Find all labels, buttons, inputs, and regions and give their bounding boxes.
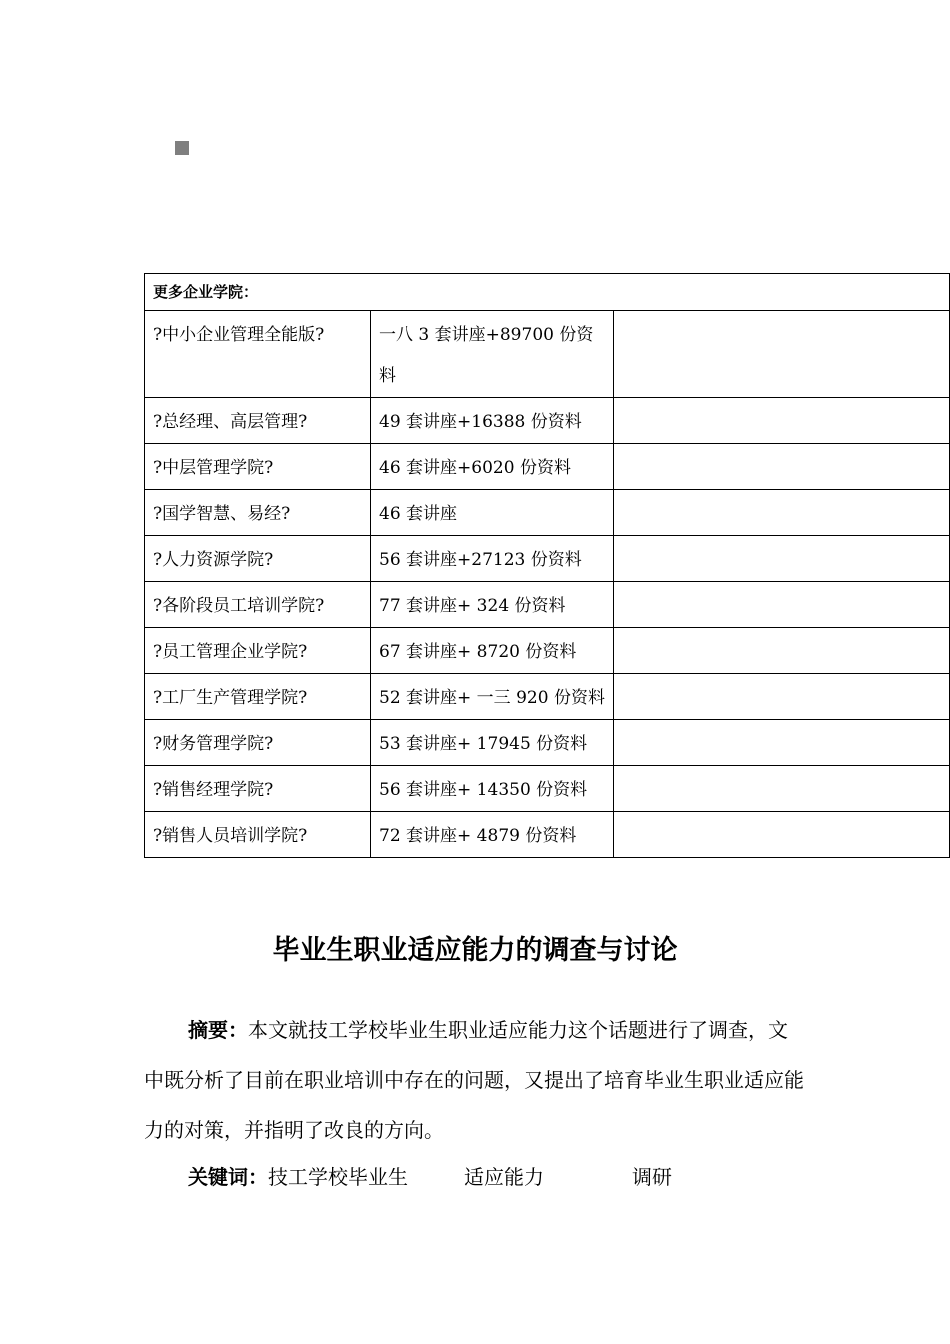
table-row	[145, 766, 950, 812]
academy-content-cell: 56 套讲座+27123 份资料	[371, 536, 614, 582]
academy-content-cell: 52 套讲座+ 一三 920 份资料	[371, 674, 614, 720]
academy-name-cell: ?员工管理企业学院?	[145, 628, 371, 674]
table-row	[145, 628, 950, 674]
keyword-item: 技工学校毕业生	[268, 1165, 408, 1189]
keyword-item: 调研	[632, 1165, 672, 1189]
keyword-item: 适应能力	[464, 1165, 544, 1189]
table-header-row	[145, 274, 950, 311]
empty-cell	[614, 720, 950, 766]
academy-name-cell: ?中层管理学院?	[145, 444, 371, 490]
academy-content-cell: 72 套讲座+ 4879 份资料	[371, 812, 614, 858]
empty-cell	[614, 628, 950, 674]
empty-cell	[614, 766, 950, 812]
empty-cell	[614, 398, 950, 444]
abstract-text: 本文就技工学校毕业生职业适应能力这个话题进行了调查，文中既分析了目前在职业培训中存在的问题，又提出了培育毕业生职业适应能力的对策，并指明了改良的方向。	[144, 1018, 804, 1142]
academy-name-cell: ?总经理、高层管理?	[145, 398, 371, 444]
abstract-paragraph	[144, 1005, 804, 1155]
academy-content-cell: 46 套讲座	[371, 490, 614, 536]
empty-cell	[614, 311, 950, 398]
academy-name-cell: ?销售人员培训学院?	[145, 812, 371, 858]
academy-content-cell: 56 套讲座+ 14350 份资料	[371, 766, 614, 812]
table-row	[145, 582, 950, 628]
academy-content-cell: 67 套讲座+ 8720 份资料	[371, 628, 614, 674]
table-row	[145, 444, 950, 490]
empty-cell	[614, 812, 950, 858]
academy-content-cell: 49 套讲座+16388 份资料	[371, 398, 614, 444]
keywords-label: 关键词：	[188, 1165, 268, 1189]
table-row	[145, 490, 950, 536]
empty-cell	[614, 444, 950, 490]
table-row	[145, 812, 950, 858]
academy-name-cell: ?财务管理学院?	[145, 720, 371, 766]
empty-cell	[614, 674, 950, 720]
table-row	[145, 311, 950, 398]
table-row	[145, 720, 950, 766]
bullet-square-icon	[175, 141, 189, 155]
table-header-cell: 更多企业学院：	[145, 274, 950, 311]
academy-content-cell: 53 套讲座+ 17945 份资料	[371, 720, 614, 766]
academy-name-cell: ?国学智慧、易经?	[145, 490, 371, 536]
empty-cell	[614, 582, 950, 628]
document-title: 毕业生职业适应能力的调查与讨论	[272, 935, 678, 966]
table-row	[145, 398, 950, 444]
academy-name-cell: ?销售经理学院?	[145, 766, 371, 812]
table-row	[145, 674, 950, 720]
academy-name-cell: ?人力资源学院?	[145, 536, 371, 582]
academy-content-cell: 46 套讲座+6020 份资料	[371, 444, 614, 490]
academy-content-cell: 一八 3 套讲座+89700 份资料	[371, 311, 614, 398]
academy-table	[144, 273, 950, 858]
academy-name-cell: ?中小企业管理全能版?	[145, 311, 371, 398]
empty-cell	[614, 490, 950, 536]
academy-content-cell: 77 套讲座+ 324 份资料	[371, 582, 614, 628]
empty-cell	[614, 536, 950, 582]
abstract-label: 摘要：	[188, 1018, 248, 1042]
academy-name-cell: ?各阶段员工培训学院?	[145, 582, 371, 628]
table-row	[145, 536, 950, 582]
academy-name-cell: ?工厂生产管理学院?	[145, 674, 371, 720]
keywords-line	[188, 1152, 672, 1202]
